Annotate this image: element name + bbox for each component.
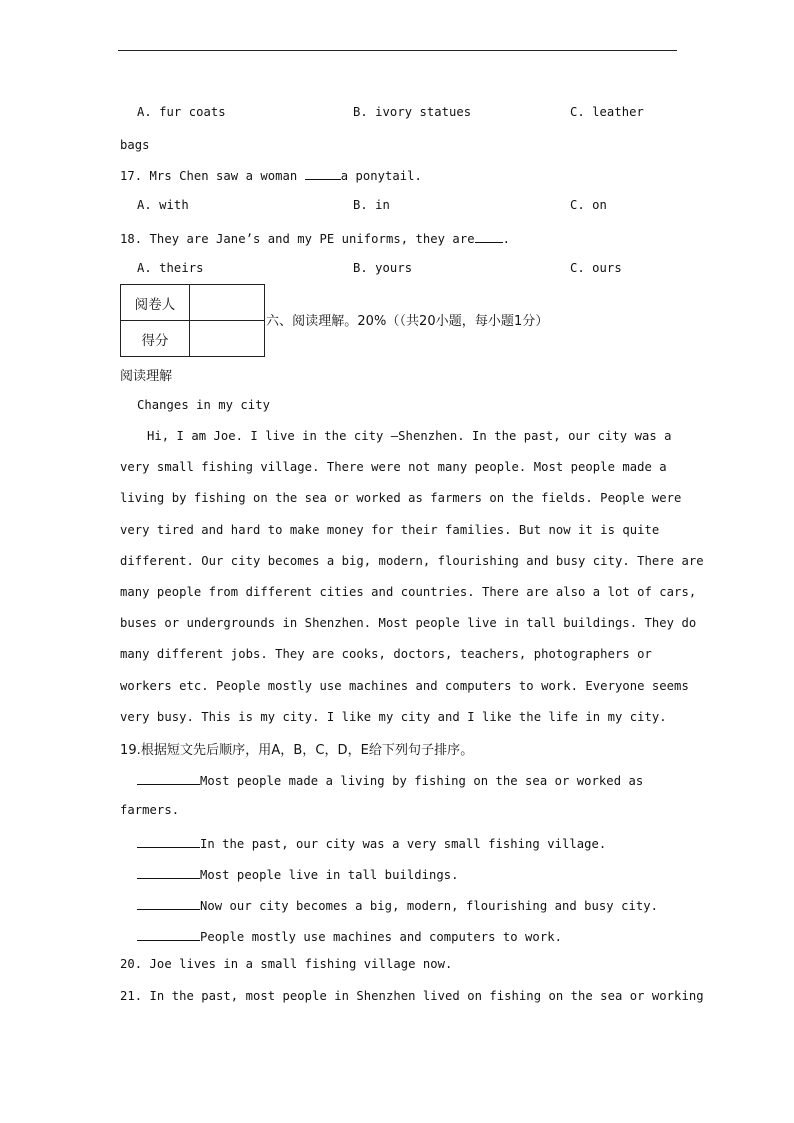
reviewer-cell[interactable] — [190, 285, 265, 321]
score-table — [120, 284, 265, 357]
q19-item-text: Most people live in tall buildings. — [200, 868, 459, 882]
passage-line: many different jobs. They are cooks, doctors, teachers, photographers or — [120, 647, 652, 661]
q18-stem — [120, 230, 510, 246]
q19-item-text: In the past, our city was a very small fishing village. — [200, 837, 607, 851]
passage-line: many people from different cities and countries. There are also a lot of cars, — [120, 585, 697, 599]
q19-item-text: People mostly use machines and computers to work. — [200, 930, 562, 944]
q19-blank[interactable] — [137, 897, 200, 910]
q19-item — [137, 866, 459, 882]
q17-option-a[interactable]: A. with — [137, 198, 189, 212]
q19-item — [137, 897, 658, 913]
q19-blank[interactable] — [137, 866, 200, 879]
q19-item — [137, 772, 643, 788]
score-label: 得分 — [121, 321, 190, 357]
section-subtitle: 阅读理解 — [120, 369, 173, 384]
header-rule — [118, 50, 677, 51]
q19-item-text: Now our city becomes a big, modern, flourishing and busy city. — [200, 899, 659, 913]
passage-line: very busy. This is my city. I like my city and I like the life in my city. — [120, 710, 667, 724]
reviewer-label: 阅卷人 — [121, 285, 190, 321]
q21-text: 21. In the past, most people in Shenzhen lived on fishing on the sea or working — [120, 989, 704, 1003]
passage-line: buses or undergrounds in Shenzhen. Most people live in tall buildings. They do — [120, 616, 697, 630]
q17-option-b[interactable]: B. in — [353, 198, 390, 212]
passage-line: very small fishing village. There were not many people. Most people made a — [120, 460, 667, 474]
q17-option-c[interactable]: C. on — [570, 198, 607, 212]
q19-blank[interactable] — [137, 772, 200, 785]
q18-option-c[interactable]: C. ours — [570, 261, 622, 275]
q16-option-c-wrap: bags — [120, 138, 150, 152]
q18-answer-blank[interactable] — [475, 230, 503, 243]
passage-title: Changes in my city — [137, 398, 270, 412]
q19-item — [137, 928, 562, 944]
q16-option-b[interactable]: B. ivory statues — [353, 105, 472, 119]
q18-stem-before: 18. They are Jane’s and my PE uniforms, they are — [120, 232, 475, 246]
q16-option-c[interactable]: C. leather — [570, 105, 644, 119]
section-heading: 六、阅读理解。20%（（共20小题，每小题1分） — [266, 314, 549, 329]
q18-option-a[interactable]: A. theirs — [137, 261, 204, 275]
q17-stem-before: 17. Mrs Chen saw a woman — [120, 169, 305, 183]
q17-answer-blank[interactable] — [305, 167, 341, 180]
q19-item — [137, 835, 606, 851]
score-cell[interactable] — [190, 321, 265, 357]
q19-item-wrap: farmers. — [120, 803, 180, 817]
passage-line: workers etc. People mostly use machines and computers to work. Everyone seems — [120, 679, 689, 693]
q20-text: 20. Joe lives in a small fishing village now. — [120, 957, 453, 971]
q18-stem-after: . — [502, 232, 510, 246]
q19-item-text: Most people made a living by fishing on the sea or worked as — [200, 774, 644, 788]
q17-stem — [120, 167, 422, 183]
q16-option-a[interactable]: A. fur coats — [137, 105, 226, 119]
passage-line: very tired and hard to make money for their families. But now it is quite — [120, 523, 660, 537]
passage-line: living by fishing on the sea or worked as farmers on the fields. People were — [120, 491, 682, 505]
q19-blank[interactable] — [137, 835, 200, 848]
q19-prompt: 19.根据短文先后顺序，用A，B，C，D，E给下列句子排序。 — [120, 743, 474, 758]
q19-blank[interactable] — [137, 928, 200, 941]
passage-line: different. Our city becomes a big, modern, flourishing and busy city. There are — [120, 554, 704, 568]
passage-line: Hi, I am Joe. I live in the city —Shenzhen. In the past, our city was a — [147, 429, 672, 443]
q18-option-b[interactable]: B. yours — [353, 261, 413, 275]
q17-stem-after: a ponytail. — [340, 169, 422, 183]
